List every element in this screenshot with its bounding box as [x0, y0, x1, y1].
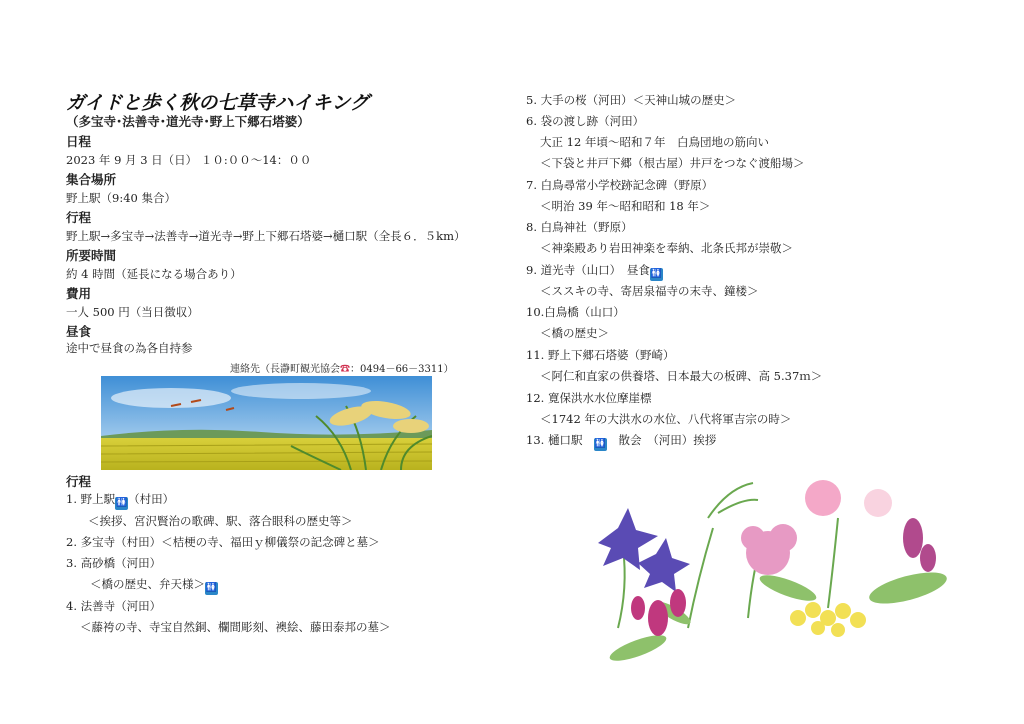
- stop-13-title: 13. 樋口駅 🚻 散会 （河田）挨拶: [526, 433, 717, 449]
- stop-12-note: ＜1742 年の大洪水の水位、八代将軍吉宗の時＞: [540, 412, 792, 426]
- route-value: 野上駅→多宝寺→法善寺→道光寺→野上下郷石塔婆→樋口駅（全長６．５km）: [66, 229, 466, 243]
- stop-10-title: 10.白鳥橋（山口）: [526, 305, 625, 319]
- page-title: ガイドと歩く秋の七草寺ハイキング: [66, 92, 369, 114]
- stop-9-note: ＜ススキの寺、寄居泉福寺の末寺、鐘楼＞: [540, 284, 759, 298]
- stop-5-title: 5. 大手の桜（河田）＜天神山城の歴史＞: [526, 93, 737, 107]
- stop-11-title: 11. 野上下郷石塔婆（野崎）: [526, 348, 675, 362]
- stop-6-title: 6. 袋の渡し跡（河田）: [526, 114, 645, 128]
- stop-3-note: ＜橋の歴史、弁天様＞🚻: [90, 577, 218, 593]
- stop-8-title: 8. 白鳥神社（野原）: [526, 220, 633, 234]
- stop-4-note: ＜藤袴の寺、寺宝自然銅、欄間彫刻、襖絵、藤田泰邦の墓＞: [80, 620, 391, 634]
- schedule-value: 2023 年 9 月 3 日（日） １０:００〜14：００: [66, 153, 312, 167]
- autumn-flowers-illustration: [578, 478, 958, 673]
- stop-2-title: 2. 多宝寺（村田）＜桔梗の寺、福田ｙ柳儀祭の記念碑と墓＞: [66, 535, 380, 549]
- stop-6-note-2: ＜下袋と井戸下郷（根古屋）井戸をつなぐ渡船場＞: [540, 156, 805, 170]
- stop-1-title: 1. 野上駅🚻（村田）: [66, 492, 175, 508]
- stop-12-title: 12. 寛保洪水水位摩崖標: [526, 391, 652, 405]
- stop-7-note: ＜明治 39 年〜昭和昭和 18 年＞: [540, 199, 711, 213]
- restroom-icon: 🚻: [116, 498, 128, 508]
- meeting-value: 野上駅（9:40 集合）: [66, 191, 176, 205]
- contact-phone: ：0494－66－3311）: [350, 364, 454, 375]
- stop-11-note: ＜阿仁和直家の供養塔、日本最大の板碑、高 5.37ｍ＞: [540, 369, 823, 383]
- itinerary-heading: 行程: [66, 474, 92, 489]
- rice-field-photo: [101, 376, 432, 470]
- stop-6-note-1: 大正 12 年頃〜昭和７年 白鳥団地の筋向い: [540, 135, 769, 149]
- stop-7-title: 7. 白鳥尋常小学校跡記念碑（野原）: [526, 178, 714, 192]
- meeting-heading: 集合場所: [66, 172, 117, 187]
- lunch-heading: 昼食: [66, 324, 92, 339]
- contact-info: [230, 360, 454, 375]
- duration-value: 約 4 時間（延長になる場合あり）: [66, 267, 242, 281]
- fee-value: 一人 500 円（当日徴収）: [66, 305, 199, 319]
- lunch-value: 途中で昼食の為各自持参: [66, 341, 193, 355]
- stop-10-note: ＜橋の歴史＞: [540, 326, 609, 340]
- route-heading: 行程: [66, 210, 92, 225]
- phone-icon: ☎: [340, 364, 350, 375]
- schedule-heading: 日程: [66, 134, 92, 149]
- stop-8-note: ＜神楽殿あり岩田神楽を奉納、北条氏邦が崇敬＞: [540, 241, 793, 255]
- page-subtitle: （多宝寺･法善寺･道光寺･野上下郷石塔婆）: [66, 114, 310, 129]
- duration-heading: 所要時間: [66, 248, 117, 263]
- stop-3-title: 3. 高砂橋（河田）: [66, 556, 162, 570]
- restroom-icon: 🚻: [650, 269, 662, 279]
- restroom-icon: 🚻: [205, 583, 218, 593]
- contact-label: 連絡先（長瀞町観光協会: [230, 364, 340, 375]
- stop-4-title: 4. 法善寺（河田）: [66, 599, 162, 613]
- restroom-icon: 🚻: [594, 439, 607, 449]
- stop-1-note: ＜挨拶、宮沢賢治の歌碑、駅、落合眼科の歴史等＞: [88, 514, 353, 528]
- fee-heading: 費用: [66, 286, 92, 301]
- stop-9-title: 9. 道光寺（山口） 昼食🚻: [526, 263, 662, 279]
